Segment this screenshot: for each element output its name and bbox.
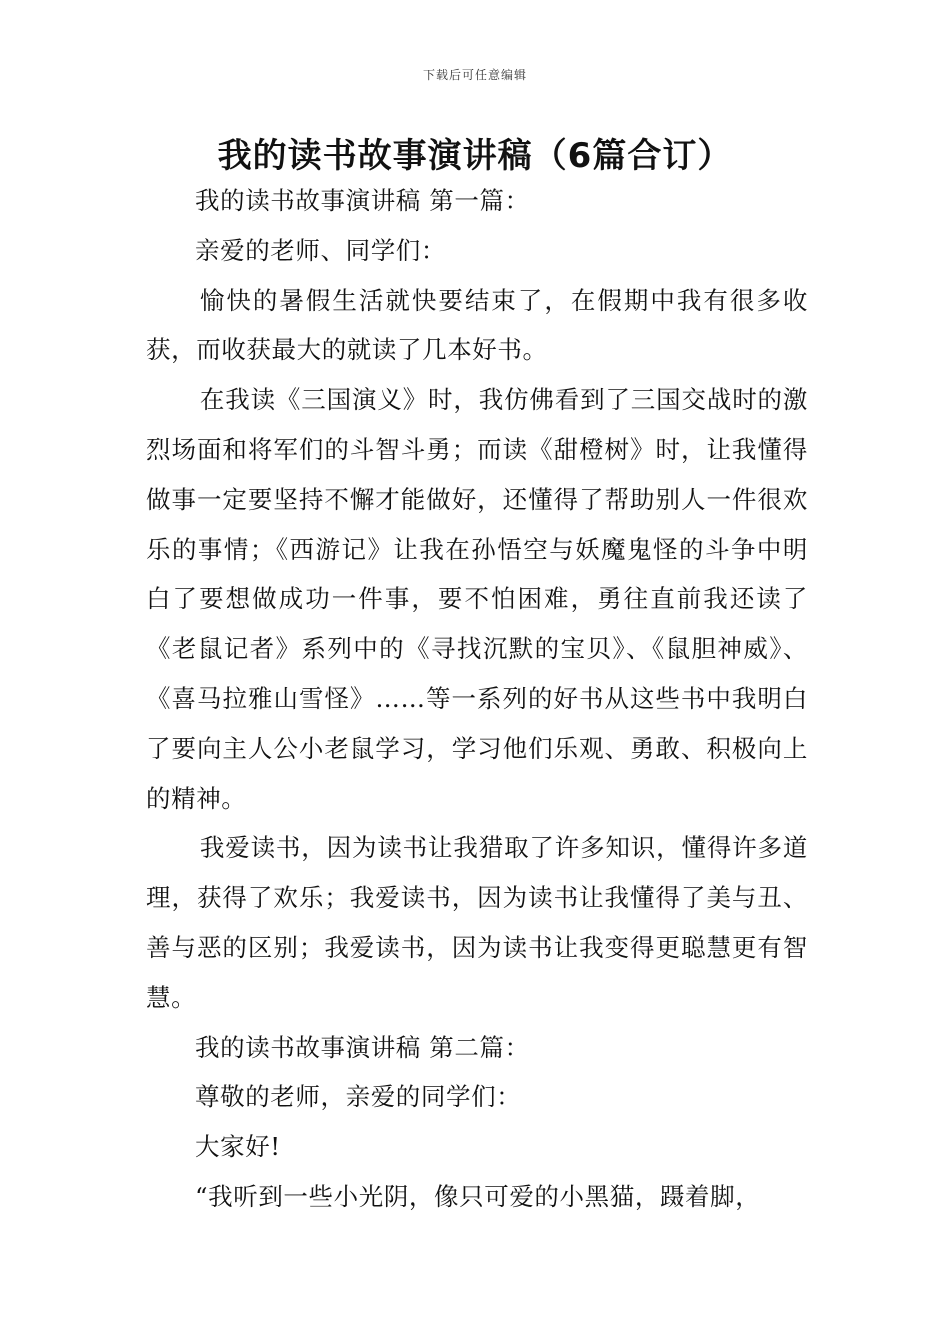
- section-heading-2: 我的读书故事演讲稿 第二篇：: [195, 1032, 530, 1062]
- paragraph: 我爱读书，因为读书让我猎取了许多知识，懂得许多道理，获得了欢乐；我爱读书，因为读书让我懂得了美与丑、善与恶的区别；我爱读书，因为读书让我变得更聪慧更有智慧。: [146, 833, 808, 1012]
- section-heading-1: 我的读书故事演讲稿 第一篇：: [195, 186, 530, 215]
- salutation: 亲爱的老师、同学们：: [195, 235, 446, 265]
- header-note: 下载后可任意编辑: [422, 68, 527, 82]
- greeting: 大家好!: [195, 1132, 281, 1162]
- document-title: 我的读书故事演讲稿（6篇合订）: [217, 136, 733, 176]
- document-body: [146, 176, 808, 1222]
- salutation: 尊敬的老师，亲爱的同学们：: [195, 1082, 522, 1112]
- paragraph: 在我读《三国演义》时，我仿佛看到了三国交战时的激烈场面和将军们的斗智斗勇；而读《甜橙树》时，让我懂得做事一定要坚持不懈才能做好，还懂得了帮助别人一件很欢乐的事情；《西游记》让我在孙悟空与妖魔鬼怪的斗争中明白了要想做成功一件事，要不怕困难，勇往直前我还读了《老鼠记者》系列中的《寻找沉默的宝贝》、《鼠胆神威》、《喜马拉雅山雪怪》……等一系列的好书从这些书中我明白了要向主人公小老鼠学习，学习他们乐观、勇敢、积极向上的精神。: [146, 385, 808, 813]
- paragraph: 愉快的暑假生活就快要结束了，在假期中我有很多收获，而收获最大的就读了几本好书。: [146, 285, 808, 365]
- paragraph: “我听到一些小光阴，像只可爱的小黑猫，蹑着脚，: [195, 1181, 761, 1211]
